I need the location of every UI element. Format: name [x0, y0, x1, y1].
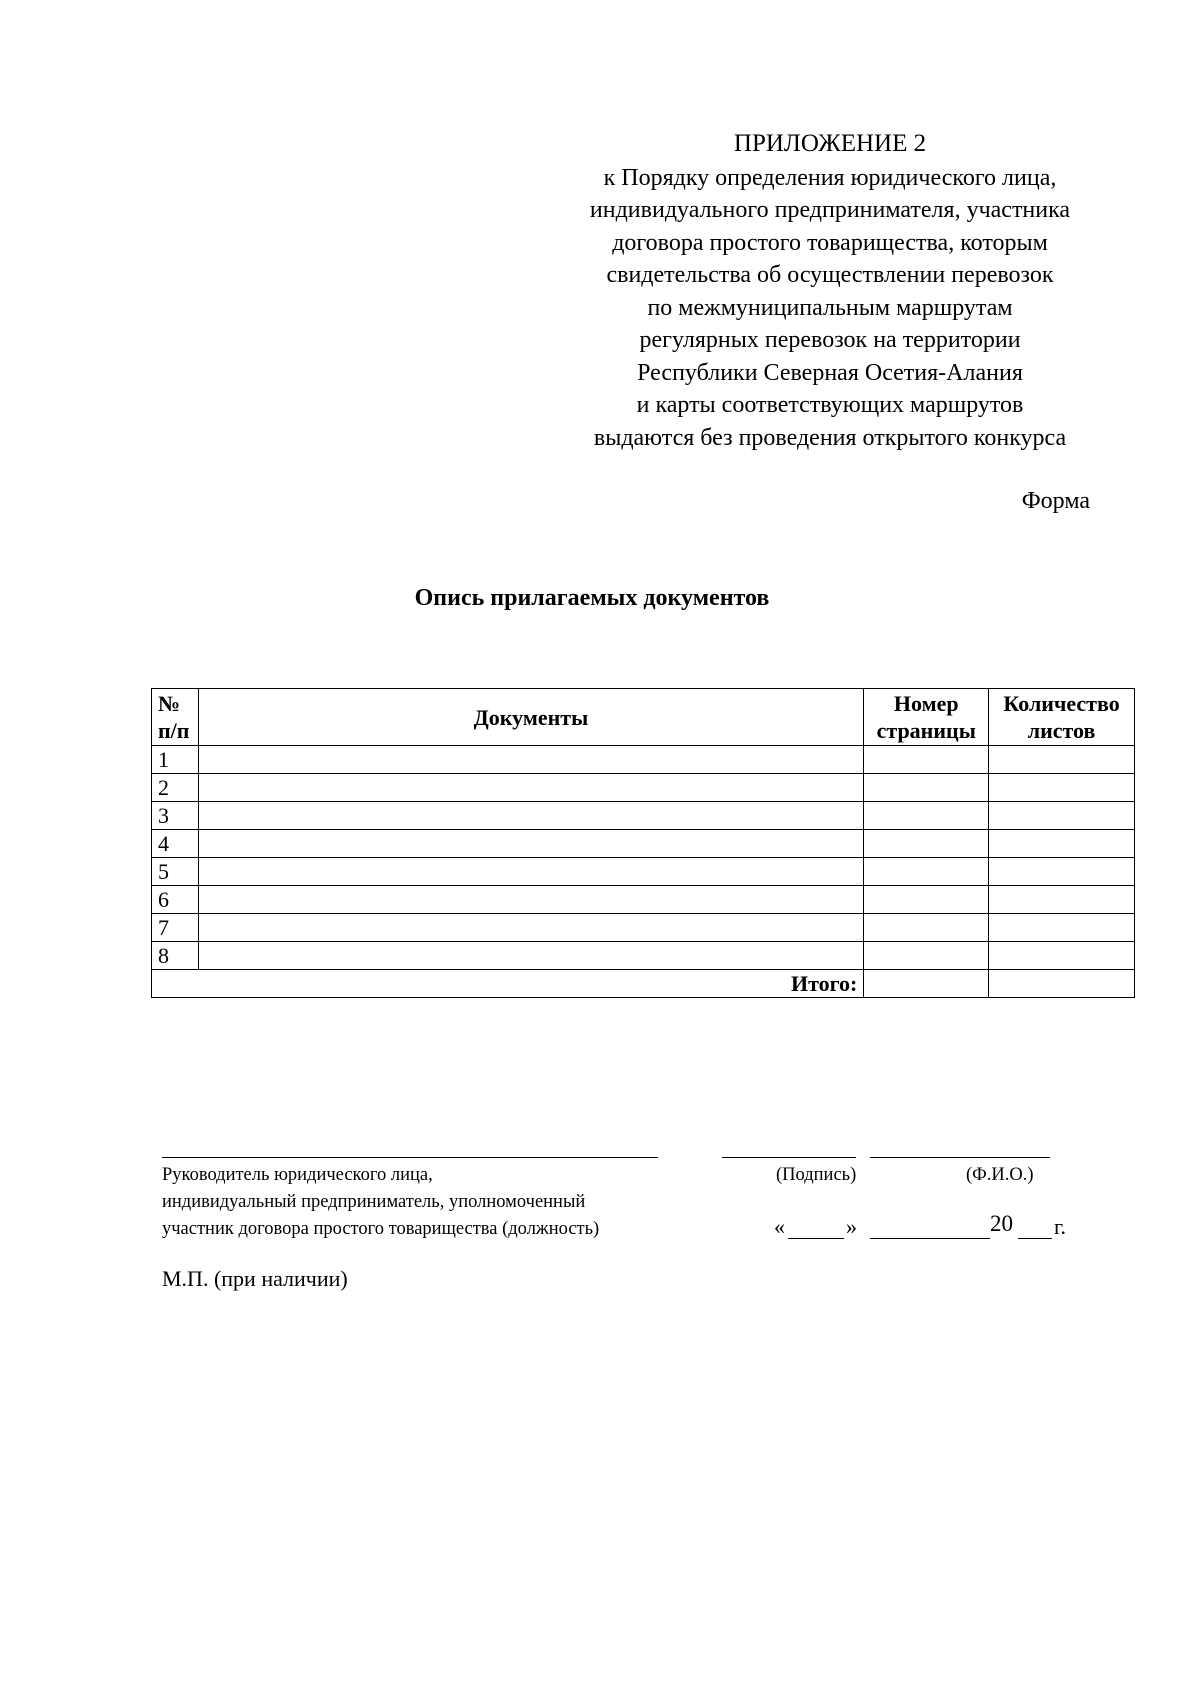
table-row: [152, 914, 1135, 942]
appendix-line: по межмуниципальным маршрутам: [647, 294, 1013, 321]
header-count-line: Количество: [1003, 691, 1120, 716]
table-row: [152, 858, 1135, 886]
appendix-line: свидетельства об осуществлении перевозок: [606, 262, 1054, 288]
count-cell[interactable]: [989, 802, 1135, 830]
document-cell[interactable]: [198, 774, 864, 802]
form-label: Форма: [1021, 488, 1090, 514]
table-row: [152, 774, 1135, 802]
appendix-line: Республики Северная Осетия-Алания: [637, 359, 1023, 386]
row-number: 8: [152, 942, 199, 970]
signature-caption: (Подпись): [776, 1165, 857, 1185]
page-cell[interactable]: [864, 886, 989, 914]
header-sheet-count: [989, 689, 1135, 746]
fio-line[interactable]: [870, 1157, 1050, 1158]
count-cell[interactable]: [989, 858, 1135, 886]
document-title-text: Опись прилагаемых документов: [414, 585, 770, 611]
header-page-number: [864, 689, 989, 746]
page-cell[interactable]: [864, 802, 989, 830]
page-cell[interactable]: [864, 858, 989, 886]
position-signature-line[interactable]: [162, 1157, 658, 1158]
page-cell[interactable]: [864, 914, 989, 942]
header-page-line: Номер: [893, 691, 959, 716]
count-cell[interactable]: [989, 746, 1135, 774]
table-row: [152, 746, 1135, 774]
date-close-quote: »: [846, 1214, 857, 1239]
date-year-suffix: г.: [1054, 1214, 1067, 1239]
document-cell[interactable]: [198, 942, 864, 970]
table-row: [152, 830, 1135, 858]
count-cell[interactable]: [989, 914, 1135, 942]
position-label-line: индивидуальный предприниматель, уполномоченный: [162, 1192, 586, 1212]
header-count-line: листов: [1027, 718, 1096, 743]
document-title: [0, 585, 1200, 612]
page-cell[interactable]: [864, 830, 989, 858]
document-cell[interactable]: [198, 830, 864, 858]
fio-caption: (Ф.И.О.): [966, 1165, 1034, 1185]
date-year-blank[interactable]: [1018, 1238, 1052, 1239]
page-cell[interactable]: [864, 746, 989, 774]
position-label: [162, 1162, 599, 1243]
header-number-line: п/п: [158, 718, 190, 743]
document-cell[interactable]: [198, 914, 864, 942]
document-cell[interactable]: [198, 746, 864, 774]
date-month-blank[interactable]: [870, 1238, 990, 1239]
date-year-prefix: 20: [990, 1211, 1013, 1236]
header-number: [152, 689, 199, 746]
signature-line[interactable]: [722, 1157, 856, 1158]
appendix-line: регулярных перевозок на территории: [639, 327, 1021, 353]
row-number: 1: [152, 746, 199, 774]
page-cell[interactable]: [864, 942, 989, 970]
header-number-line: №: [158, 691, 181, 716]
page-cell[interactable]: [864, 774, 989, 802]
appendix-block: [540, 128, 1120, 454]
appendix-heading: ПРИЛОЖЕНИЕ 2: [733, 130, 927, 157]
appendix-line: индивидуального предпринимателя, участника: [589, 197, 1071, 223]
row-number: 3: [152, 802, 199, 830]
total-label: Итого:: [152, 970, 864, 998]
table-row: [152, 886, 1135, 914]
count-cell[interactable]: [989, 774, 1135, 802]
count-cell[interactable]: [989, 942, 1135, 970]
count-cell[interactable]: [989, 886, 1135, 914]
count-cell[interactable]: [989, 830, 1135, 858]
row-number: 5: [152, 858, 199, 886]
date-day-blank[interactable]: [788, 1238, 844, 1239]
position-label-line: участник договора простого товарищества (должность): [162, 1219, 600, 1239]
header-page-line: страницы: [876, 718, 976, 743]
total-count-cell[interactable]: [989, 970, 1135, 998]
table-header-row: [152, 689, 1135, 746]
stamp-note: М.П. (при наличии): [162, 1266, 348, 1291]
document-cell[interactable]: [198, 802, 864, 830]
date-open-quote: «: [774, 1214, 785, 1239]
appendix-line: и карты соответствующих маршрутов: [636, 392, 1024, 418]
table-row: [152, 942, 1135, 970]
table-row: [152, 802, 1135, 830]
document-cell[interactable]: [198, 858, 864, 886]
document-cell[interactable]: [198, 886, 864, 914]
total-page-cell[interactable]: [864, 970, 989, 998]
row-number: 7: [152, 914, 199, 942]
row-number: 2: [152, 774, 199, 802]
appendix-line: договора простого товарищества, которым: [612, 229, 1048, 256]
row-number: 6: [152, 886, 199, 914]
appendix-line: к Порядку определения юридического лица,: [603, 164, 1057, 191]
documents-table: [151, 688, 1135, 998]
appendix-line: выдаются без проведения открытого конкурса: [593, 424, 1067, 451]
row-number: 4: [152, 830, 199, 858]
header-documents: Документы: [198, 689, 864, 746]
position-label-line: Руководитель юридического лица,: [162, 1165, 433, 1185]
total-row: [152, 970, 1135, 998]
